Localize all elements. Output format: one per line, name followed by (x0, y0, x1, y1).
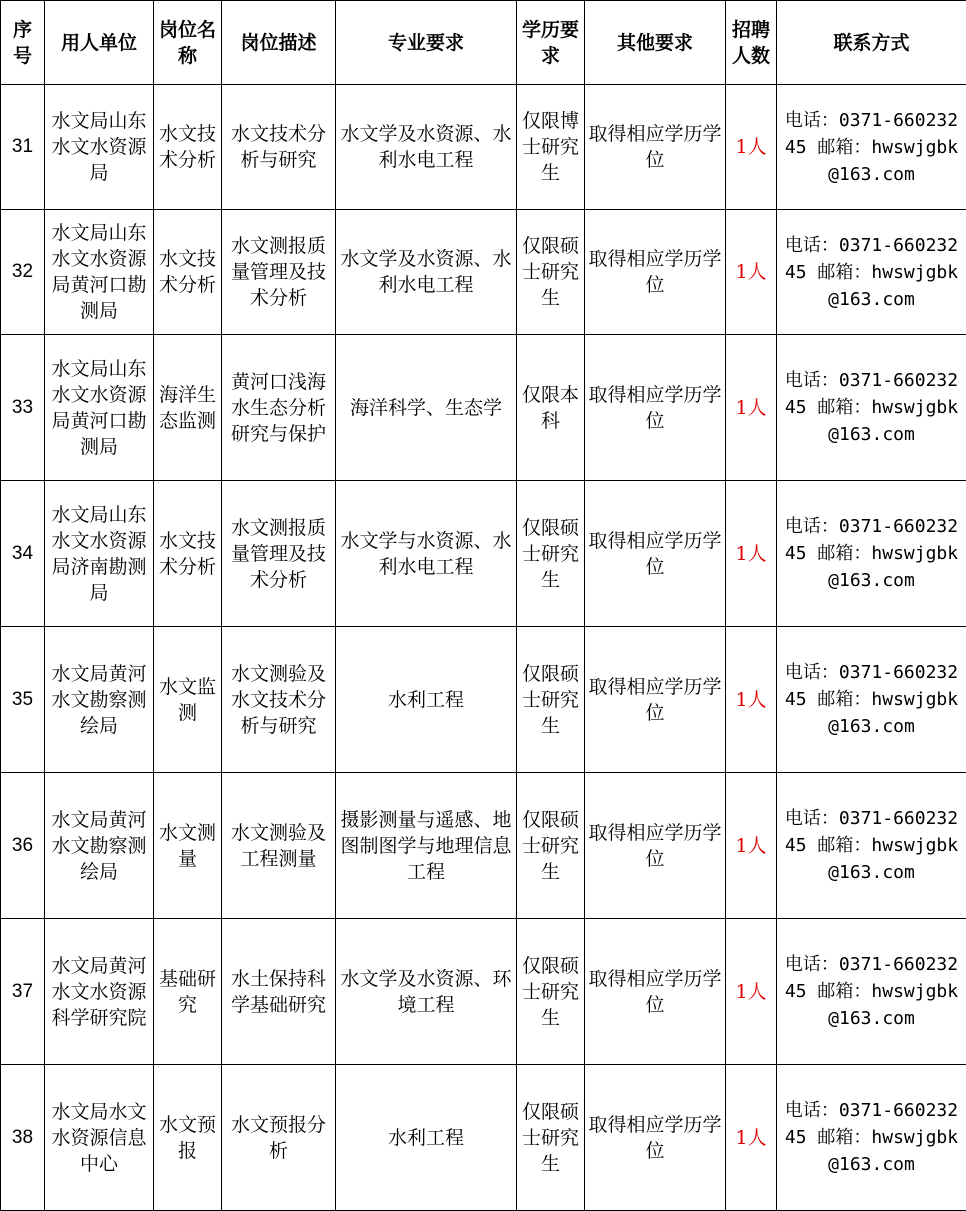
cell-edu: 仅限硕士研究生 (517, 1065, 585, 1211)
cell-desc: 水文测报质量管理及技术分析 (222, 210, 336, 335)
cell-major: 摄影测量与遥感、地图制图学与地理信息工程 (336, 773, 517, 919)
cell-other: 取得相应学历学位 (585, 919, 726, 1065)
cell-major: 水文学与水资源、水利水电工程 (336, 481, 517, 627)
cell-count: 1人 (726, 335, 777, 481)
header-unit: 用人单位 (45, 1, 154, 85)
table-row (1, 210, 966, 335)
cell-major: 水文学及水资源、水利水电工程 (336, 210, 517, 335)
table-body (1, 85, 966, 1211)
cell-edu: 仅限硕士研究生 (517, 919, 585, 1065)
header-no: 序号 (1, 1, 45, 85)
header-major: 专业要求 (336, 1, 517, 85)
cell-other: 取得相应学历学位 (585, 773, 726, 919)
cell-major: 水文学及水资源、水利水电工程 (336, 85, 517, 210)
header-other: 其他要求 (585, 1, 726, 85)
cell-post: 基础研究 (154, 919, 222, 1065)
cell-other: 取得相应学历学位 (585, 85, 726, 210)
cell-unit: 水文局山东水文水资源局黄河口勘测局 (45, 335, 154, 481)
cell-no: 32 (1, 210, 45, 335)
table-row (1, 481, 966, 627)
cell-edu: 仅限硕士研究生 (517, 773, 585, 919)
cell-major: 海洋科学、生态学 (336, 335, 517, 481)
cell-count: 1人 (726, 210, 777, 335)
cell-desc: 水文测报质量管理及技术分析 (222, 481, 336, 627)
cell-other: 取得相应学历学位 (585, 1065, 726, 1211)
cell-count: 1人 (726, 627, 777, 773)
cell-no: 33 (1, 335, 45, 481)
cell-desc: 水土保持科学基础研究 (222, 919, 336, 1065)
cell-contact: 电话：0371-66023245 邮箱：hwswjgbk@163.com (777, 85, 966, 210)
cell-no: 31 (1, 85, 45, 210)
cell-no: 38 (1, 1065, 45, 1211)
cell-no: 36 (1, 773, 45, 919)
cell-edu: 仅限硕士研究生 (517, 627, 585, 773)
cell-post: 水文技术分析 (154, 85, 222, 210)
cell-unit: 水文局山东水文水资源局 (45, 85, 154, 210)
cell-no: 34 (1, 481, 45, 627)
cell-unit: 水文局黄河水文勘察测绘局 (45, 773, 154, 919)
cell-contact: 电话：0371-66023245 邮箱：hwswjgbk@163.com (777, 1065, 966, 1211)
cell-contact: 电话：0371-66023245 邮箱：hwswjgbk@163.com (777, 773, 966, 919)
cell-desc: 水文技术分析与研究 (222, 85, 336, 210)
cell-count: 1人 (726, 85, 777, 210)
header-count: 招聘人数 (726, 1, 777, 85)
cell-edu: 仅限硕士研究生 (517, 481, 585, 627)
table-row (1, 85, 966, 210)
cell-count: 1人 (726, 773, 777, 919)
cell-post: 水文技术分析 (154, 210, 222, 335)
cell-major: 水利工程 (336, 627, 517, 773)
cell-contact: 电话：0371-66023245 邮箱：hwswjgbk@163.com (777, 335, 966, 481)
cell-no: 37 (1, 919, 45, 1065)
cell-other: 取得相应学历学位 (585, 627, 726, 773)
table-row (1, 919, 966, 1065)
cell-other: 取得相应学历学位 (585, 335, 726, 481)
cell-no: 35 (1, 627, 45, 773)
cell-contact: 电话：0371-66023245 邮箱：hwswjgbk@163.com (777, 627, 966, 773)
header-contact: 联系方式 (777, 1, 966, 85)
cell-unit: 水文局黄河水文勘察测绘局 (45, 627, 154, 773)
header-post: 岗位名称 (154, 1, 222, 85)
cell-edu: 仅限硕士研究生 (517, 210, 585, 335)
cell-post: 水文监测 (154, 627, 222, 773)
cell-desc: 黄河口浅海水生态分析研究与保护 (222, 335, 336, 481)
header-desc: 岗位描述 (222, 1, 336, 85)
cell-unit: 水文局山东水文水资源局黄河口勘测局 (45, 210, 154, 335)
cell-other: 取得相应学历学位 (585, 481, 726, 627)
cell-edu: 仅限博士研究生 (517, 85, 585, 210)
cell-desc: 水文预报分析 (222, 1065, 336, 1211)
cell-unit: 水文局黄河水文水资源科学研究院 (45, 919, 154, 1065)
cell-post: 水文预报 (154, 1065, 222, 1211)
cell-other: 取得相应学历学位 (585, 210, 726, 335)
cell-edu: 仅限本科 (517, 335, 585, 481)
table-row (1, 627, 966, 773)
cell-major: 水利工程 (336, 1065, 517, 1211)
cell-unit: 水文局山东水文水资源局济南勘测局 (45, 481, 154, 627)
cell-post: 水文测量 (154, 773, 222, 919)
cell-count: 1人 (726, 919, 777, 1065)
table-row (1, 773, 966, 919)
table-row (1, 1065, 966, 1211)
cell-contact: 电话：0371-66023245 邮箱：hwswjgbk@163.com (777, 919, 966, 1065)
cell-desc: 水文测验及工程测量 (222, 773, 336, 919)
cell-post: 水文技术分析 (154, 481, 222, 627)
header-row (1, 1, 966, 85)
cell-count: 1人 (726, 1065, 777, 1211)
table-row (1, 335, 966, 481)
header-edu: 学历要求 (517, 1, 585, 85)
cell-major: 水文学及水资源、环境工程 (336, 919, 517, 1065)
cell-desc: 水文测验及水文技术分析与研究 (222, 627, 336, 773)
cell-contact: 电话：0371-66023245 邮箱：hwswjgbk@163.com (777, 481, 966, 627)
cell-count: 1人 (726, 481, 777, 627)
cell-post: 海洋生态监测 (154, 335, 222, 481)
cell-contact: 电话：0371-66023245 邮箱：hwswjgbk@163.com (777, 210, 966, 335)
cell-unit: 水文局水文水资源信息中心 (45, 1065, 154, 1211)
